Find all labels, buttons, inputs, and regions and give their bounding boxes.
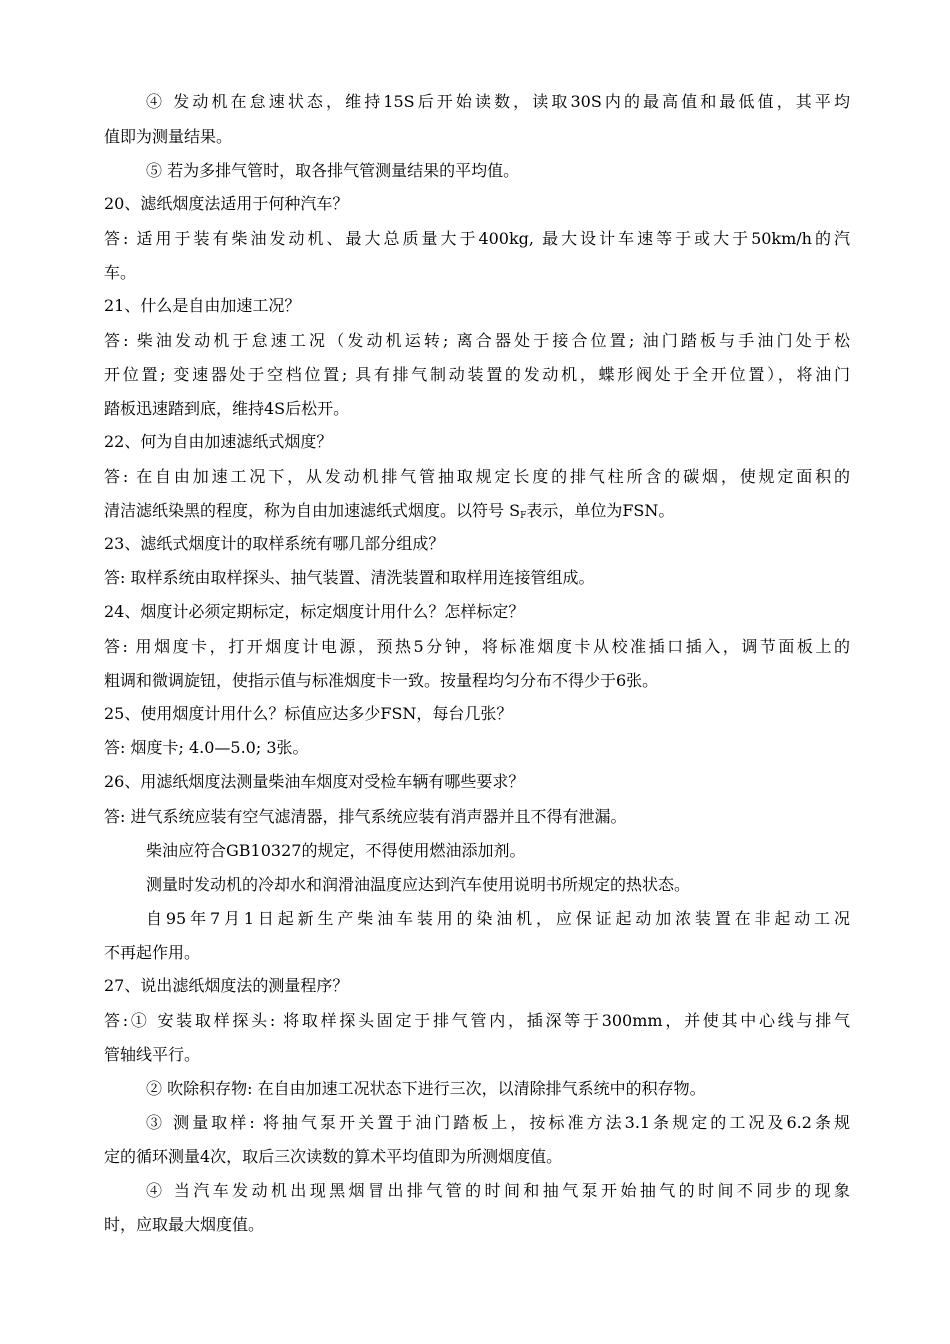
text-line [104, 494, 850, 528]
question-heading: 21、什么是自由加速工况？ [104, 296, 301, 315]
text-line: 时，应取最大烟度值。 [104, 1215, 265, 1234]
text-line: ⑤ 若为多排气管时，取各排气管测量结果的平均值。 [146, 161, 520, 180]
text-line: 粗调和微调旋钮，使指示值与标准烟度卡一致。按量程均匀分布不得少于6张。 [104, 671, 659, 690]
answer-line: 答: 进气系统应装有空气滤清器，排气系统应装有消声器并且不得有泄漏。 [104, 807, 627, 826]
question-heading: 27、说出滤纸烟度法的测量程序？ [104, 976, 349, 995]
answer-line: 答: 柴油发动机于怠速工况（发动机运转; 离合器处于接合位置; 油门踏板与手油门处于松 [104, 331, 850, 350]
question-heading: 23、滤纸式烟度计的取样系统有哪几部分组成？ [104, 534, 445, 553]
answer-line: 答: 适用于装有柴油发动机、最大总质量大于400kg, 最大设计车速等于或大于50km/h的汽 [104, 229, 850, 248]
text-line: 车。 [104, 263, 137, 282]
text-line: 开位置; 变速器处于空档位置; 具有排气制动装置的发动机，蝶形阀处于全开位置），将油门 [104, 365, 850, 384]
text-line: 不再起作用。 [104, 943, 201, 962]
text-line: 柴油应符合GB10327的规定，不得使用燃油添加剂。 [146, 841, 526, 860]
text-line: ③ 测量取样: 将抽气泵开关置于油门踏板上，按标准方法3.1条规定的工况及6.2条规 [146, 1113, 850, 1132]
question-heading: 24、烟度计必须定期标定，标定烟度计用什么？怎样标定？ [104, 602, 525, 621]
question-heading: 26、用滤纸烟度法测量柴油车烟度对受检车辆有哪些要求？ [104, 772, 525, 791]
answer-line: 答:① 安装取样探头: 将取样探头固定于排气管内，插深等于300mm，并使其中心线与排气 [104, 1011, 850, 1030]
text-segment: 表示，单位为FSN。 [526, 501, 675, 520]
answer-line: 答: 在自由加速工况下，从发动机排气管抽取规定长度的排气柱所含的碳烟，使规定面积的 [104, 467, 850, 486]
question-heading: 20、滤纸烟度法适用于何种汽车？ [104, 194, 349, 213]
answer-line: 答: 烟度卡; 4.0—5.0; 3张。 [104, 738, 309, 757]
text-line: ④ 当汽车发动机出现黑烟冒出排气管的时间和抽气泵开始抽气的时间不同步的现象 [146, 1181, 850, 1200]
text-line: 值即为测量结果。 [104, 127, 233, 146]
answer-line: 答: 取样系统由取样探头、抽气装置、清洗装置和取样用连接管组成。 [104, 568, 595, 587]
answer-line: 答: 用烟度卡，打开烟度计电源，预热5分钟，将标准烟度卡从校准插口插入，调节面板上的 [104, 637, 850, 656]
smoke-symbol: S [509, 501, 521, 520]
text-line: 踏板迅速踏到底，维持4S后松开。 [104, 399, 350, 418]
text-line: 管轴线平行。 [104, 1045, 201, 1064]
text-line: ④ 发动机在怠速状态，维持15S后开始读数，读取30S内的最高值和最低值，其平均 [146, 92, 850, 111]
text-line: 自95年7月1日起新生产柴油车装用的染油机，应保证起动加浓装置在非起动工况 [146, 909, 850, 928]
text-line: 定的循环测量4次，取后三次读数的算术平均值即为所测烟度值。 [104, 1147, 563, 1166]
text-line: 测量时发动机的冷却水和润滑油温度应达到汽车使用说明书所规定的热状态。 [146, 875, 691, 894]
question-heading: 25、使用烟度计用什么？标值应达多少FSN，每台几张？ [104, 704, 513, 723]
text-line: ② 吹除积存物: 在自由加速工况状态下进行三次，以清除排气系统中的积存物。 [146, 1079, 706, 1098]
smoke-symbol-subscript: F [520, 511, 527, 521]
text-segment: 清洁滤纸染黑的程度，称为自由加速滤纸式烟度。以符号 [104, 501, 505, 520]
question-heading: 22、何为自由加速滤纸式烟度？ [104, 432, 333, 451]
